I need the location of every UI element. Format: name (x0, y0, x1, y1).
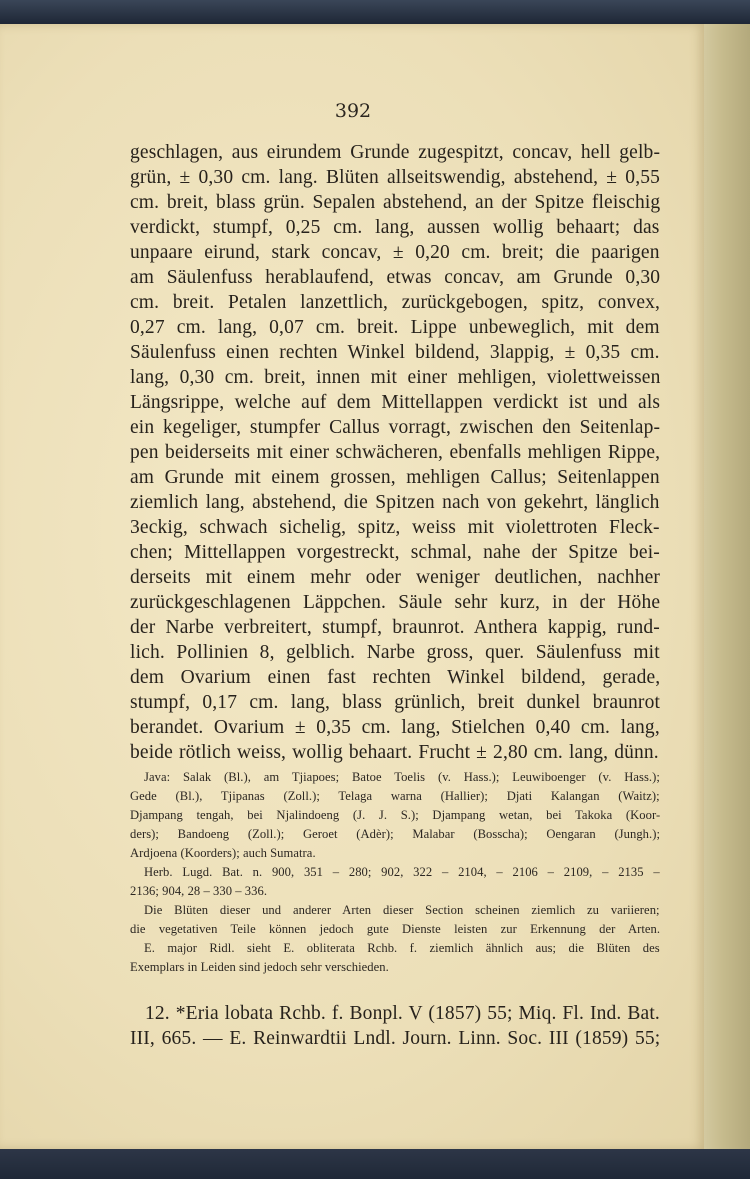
body-line: cm. breit, blass grün. Sepalen abstehend, an der Spitze fleischig (130, 192, 661, 213)
body-line: chen; Mittellappen vorgestreckt, schmal, nahe der Spitze bei- (130, 542, 660, 563)
body-line: stumpf, 0,17 cm. lang, blass grünlich, breit dunkel braunrot (130, 692, 661, 713)
body-line: berandet. Ovarium ± 0,35 cm. lang, Stielchen 0,40 cm. lang, (130, 717, 660, 738)
body-line: verdickt, stumpf, 0,25 cm. lang, aussen wollig behaart; das (130, 217, 660, 238)
body-line: lich. Pollinien 8, gelblich. Narbe gross, quer. Säulenfuss mit (130, 642, 660, 663)
body-line: beide rötlich weiss, wollig behaart. Frucht ± 2,80 cm. lang, dünn. (130, 742, 659, 763)
book-top-edge (0, 0, 750, 26)
body-line: derseits mit einem mehr oder weniger deutlichen, nachher (130, 567, 661, 588)
body-line: geschlagen, aus eirundem Grunde zugespitzt, concav, hell gelb- (130, 142, 661, 163)
body-line: pen beiderseits mit einer schwächeren, ebenfalls mehligen Rippe, (130, 442, 661, 463)
note-line: Herb. Lugd. Bat. n. 900, 351 – 280; 902, 322 – 2104, – 2106 – 2109, – 2135 – (144, 865, 660, 879)
note-line: Die Blüten dieser und anderer Arten dieser Section scheinen ziemlich zu variieren; (144, 903, 660, 917)
note-line: 2136; 904, 28 – 330 – 336. (130, 884, 268, 898)
note-line: die vegetativen Teile können jedoch gute Dienste leisten zur Erkennung der Arten. (130, 922, 661, 936)
body-line: am Grunde mit einem grossen, mehligen Callus; Seitenlappen (130, 467, 660, 488)
entry-line: III, 665. — E. Reinwardtii Lndl. Journ. Linn. Soc. III (1859) 55; (130, 1028, 661, 1049)
body-line: dem Ovarium einen fast rechten Winkel bildend, gerade, (130, 667, 661, 688)
body-line: ziemlich lang, abstehend, die Spitzen nach von gekehrt, länglich (130, 492, 660, 513)
body-line: 0,27 cm. lang, 0,07 cm. breit. Lippe unbeweglich, mit dem (130, 317, 660, 338)
note-line: E. major Ridl. sieht E. obliterata Rchb. f. ziemlich ähnlich aus; die Blüten des (144, 941, 660, 955)
note-line: Exemplars in Leiden sind jedoch sehr verschieden. (130, 960, 389, 974)
note-line: Djampang tengah, bei Njalindoeng (J. J. S.); Djampang wetan, bei Takoka (Koor- (130, 808, 661, 822)
body-line: zurückgeschlagenen Läppchen. Säule sehr kurz, in der Höhe (130, 592, 661, 613)
body-line: cm. breit. Petalen lanzettlich, zurückgebogen, spitz, convex, (130, 292, 661, 313)
page-edge (704, 24, 750, 1149)
body-line: 3eckig, schwach sichelig, spitz, weiss mit violettroten Fleck- (130, 517, 660, 538)
body-line: grün, ± 0,30 cm. lang. Blüten allseitswendig, abstehend, ± 0,55 (130, 167, 661, 188)
note-line: ders); Bandoeng (Zoll.); Geroet (Adèr); Malabar (Bosscha); Oengaran (Jungh.); (130, 827, 661, 841)
body-line: ein kegeliger, stumpfer Callus vorragt, zwischen den Seitenlap- (130, 417, 661, 438)
note-line: Java: Salak (Bl.), am Tjiapoes; Batoe Toelis (v. Hass.); Leuwiboenger (v. Hass.); (144, 770, 660, 784)
body-line: der Narbe verbreitert, stumpf, braunrot. Anthera kappig, rund- (130, 617, 660, 638)
body-line: Längsrippe, welche auf dem Mittellappen verdickt ist und als (130, 392, 661, 413)
body-line: Säulenfuss einen rechten Winkel bildend, 3lappig, ± 0,35 cm. (130, 342, 660, 363)
page-number: 392 (334, 100, 372, 122)
entry-line: 12. *Eria lobata Rchb. f. Bonpl. V (1857) 55; Miq. Fl. Ind. Bat. (145, 1003, 660, 1024)
body-line: lang, 0,30 cm. breit, innen mit einer mehligen, violettweissen (130, 367, 661, 388)
body-line: am Säulenfuss herablaufend, etwas concav, am Grunde 0,30 (130, 267, 661, 288)
note-line: Ardjoena (Koorders); auch Sumatra. (130, 846, 316, 860)
note-line: Gede (Bl.), Tjipanas (Zoll.); Telaga warna (Hallier); Djati Kalangan (Waitz); (130, 789, 660, 803)
body-line: unpaare eirund, stark concav, ± 0,20 cm. breit; die paarigen (130, 242, 660, 263)
book-bottom-edge (0, 1149, 750, 1179)
